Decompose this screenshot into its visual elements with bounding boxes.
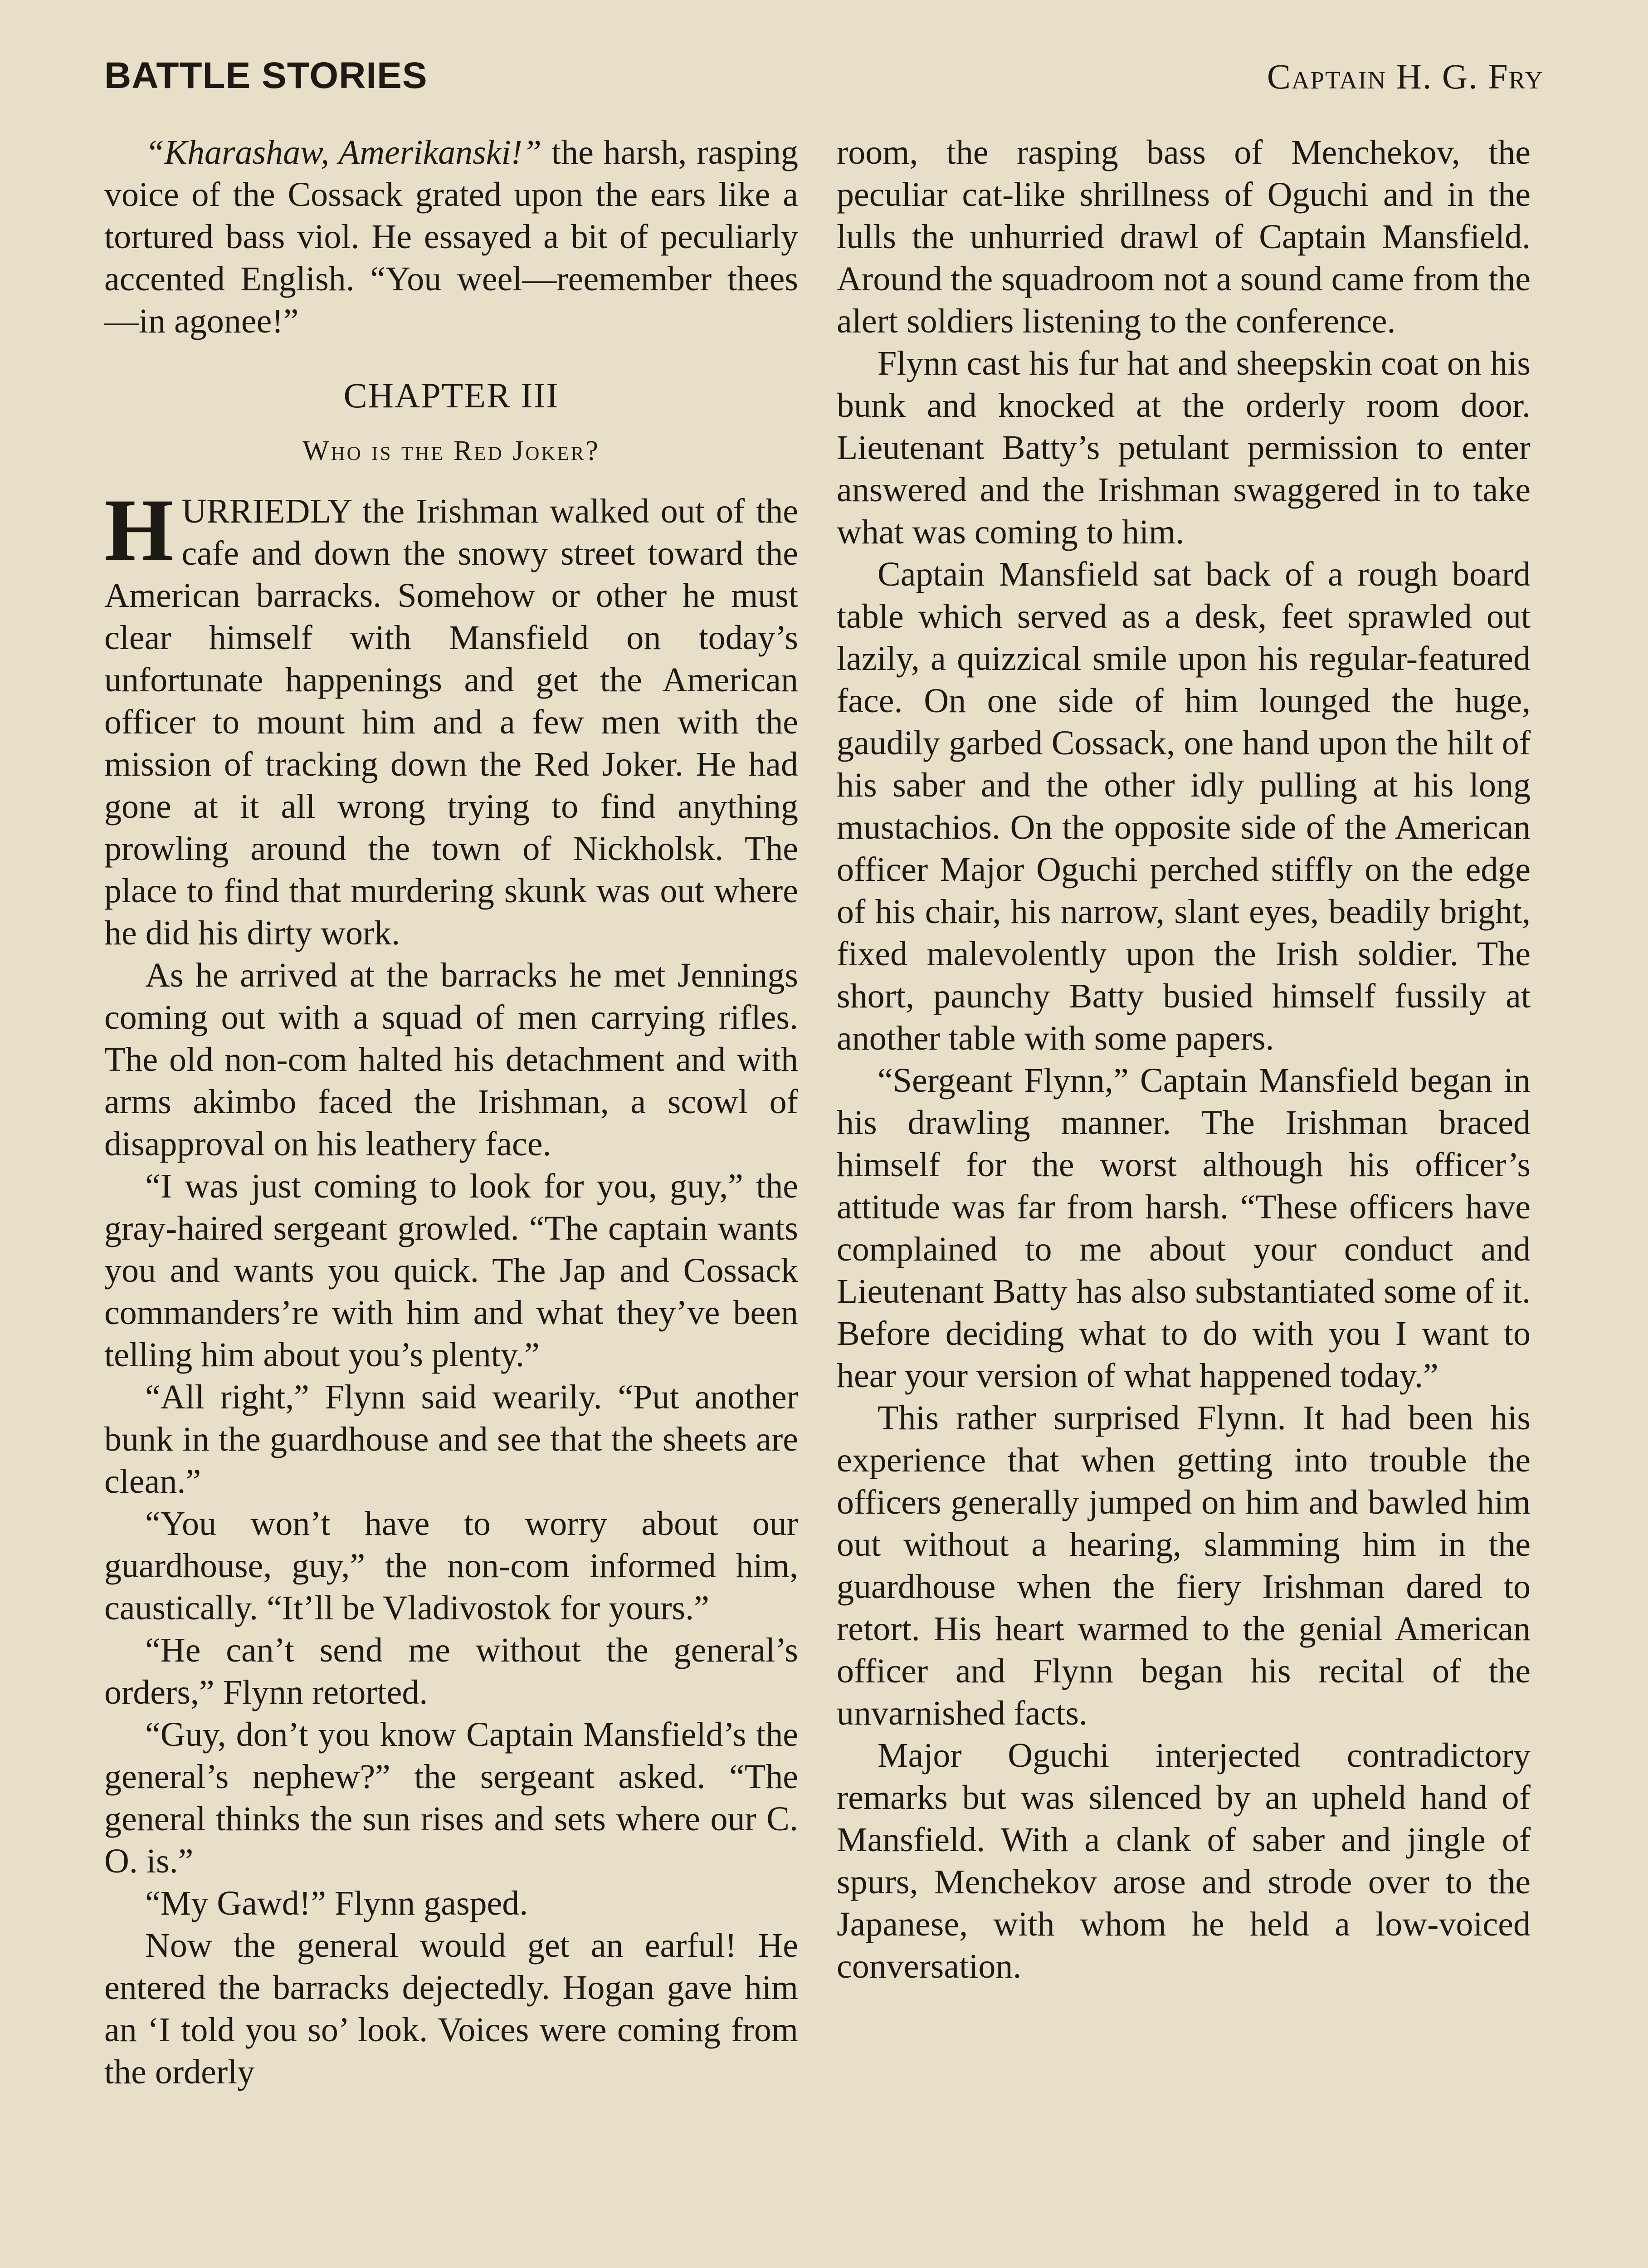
paragraph: Captain Mansfield sat back of a rough board table which served as a desk, feet sprawled out lazily, a quizzical smile upon his regular-featured face. On one side of him lounged the huge, gaudily garbed Cossack, one hand upon the hilt of his saber and the other idly pulling at his long mustachios. On the opposite side of the American officer Major Oguchi perched stiffly on the edge of his chair, his narrow, slant eyes, beadily bright, fixed malevolently upon the Irish soldier. The short, paunchy Batty busied himself fussily at another table with some papers. (837, 555, 1531, 1057)
paragraph: “I was just coming to look for you, guy,” the gray-haired sergeant growled. “The captain wants you and wants you quick. The Jap and Cossack commanders’re with him and what they’ve been telling him about you’s plenty.” (104, 1167, 798, 1374)
right-column (837, 132, 1531, 1988)
paragraph: “Guy, don’t you know Captain Mansfield’s the general’s nephew?” the sergeant asked. “The general thinks the sun rises and sets where our C. O. is.” (104, 1716, 798, 1880)
paragraph: “You won’t have to worry about our guardhouse, guy,” the non-com informed him, caustically. “It’ll be Vladivostok for yours.” (104, 1505, 798, 1627)
paragraph: Major Oguchi interjected contradictory remarks but was silenced by an upheld hand of Mansfield. With a clank of saber and jingle of spurs, Menchekov arose and strode over to the Japanese, with whom he held a low-voiced conversation. (837, 1736, 1531, 1985)
cossack-quote: “Kharashaw, Amerikanski!” (145, 133, 542, 171)
chapter-subtitle: Who is the Red Joker? (302, 435, 600, 466)
paragraph: Now the general would get an earful! He entered the barracks dejectedly. Hogan gave him an ‘I told you so’ look. Voices were coming from the orderly (104, 1926, 798, 2091)
running-header (104, 54, 1544, 104)
paragraph: This rather surprised Flynn. It had been his experience that when getting into trouble the officers generally jumped on him and bawled him out without a hearing, slamming him in the guardhouse when the fiery Irishman dared to retort. His heart warmed to the genial American officer and Flynn began his recital of the unvarnished facts. (837, 1399, 1531, 1732)
chapter-heading: CHAPTER III (343, 376, 559, 415)
paragraph: room, the rasping bass of Menchekov, the peculiar cat-like shrillness of Oguchi and in the lulls the unhurried drawl of Captain Mansfield. Around the squadroom not a sound came from the alert soldiers listening to the conference. (837, 133, 1531, 340)
paragraph: As he arrived at the barracks he met Jennings coming out with a squad of men carrying rifles. The old non-com halted his detachment and with arms akimbo faced the Irishman, a scowl of disapproval on his leathery face. (104, 956, 798, 1163)
drop-cap: H (104, 481, 174, 579)
paragraph: “Kharashaw, Amerikanski!” the harsh, rasping voice of the Cossack grated upon the ears like a tortured bass viol. He essayed a bit of peculiarly accented English. “You weel—reemember thees—in agonee!” (104, 133, 798, 340)
paragraph: Flynn cast his fur hat and sheepskin coat on his bunk and knocked at the orderly room door. Lieutenant Batty’s petulant permission to enter answered and the Irishman swaggered in to take what was coming to him. (837, 344, 1531, 551)
paragraph: “My Gawd!” Flynn gasped. (145, 1884, 528, 1922)
paragraph: “All right,” Flynn said wearily. “Put another bunk in the guardhouse and see that the sheets are clean.” (104, 1378, 798, 1501)
paragraph: “He can’t send me without the general’s orders,” Flynn retorted. (104, 1631, 798, 1711)
left-column (104, 132, 798, 2093)
author-byline: Captain H. G. Fry (1267, 57, 1544, 96)
paragraph: HURRIEDLY the Irishman walked out of the cafe and down the snowy street toward the American barracks. Somehow or other he must clear himself with Mansfield on today’s unfortunate happenings and get the American officer to mount him and a few men with the mission of tracking down the Red Joker. He had gone at it all wrong trying to find anything prowling around the town of Nickholsk. The place to find that murdering skunk was out where he did his dirty work. (104, 481, 798, 952)
paragraph: “Sergeant Flynn,” Captain Mansfield began in his drawling manner. The Irishman braced himself for the worst although his officer’s attitude was far from harsh. “These officers have complained to me about your conduct and Lieutenant Batty has also substantiated some of it. Before deciding what to do with you I want to hear your version of what happened today.” (837, 1061, 1531, 1395)
magazine-title: BATTLE STORIES (104, 55, 428, 96)
